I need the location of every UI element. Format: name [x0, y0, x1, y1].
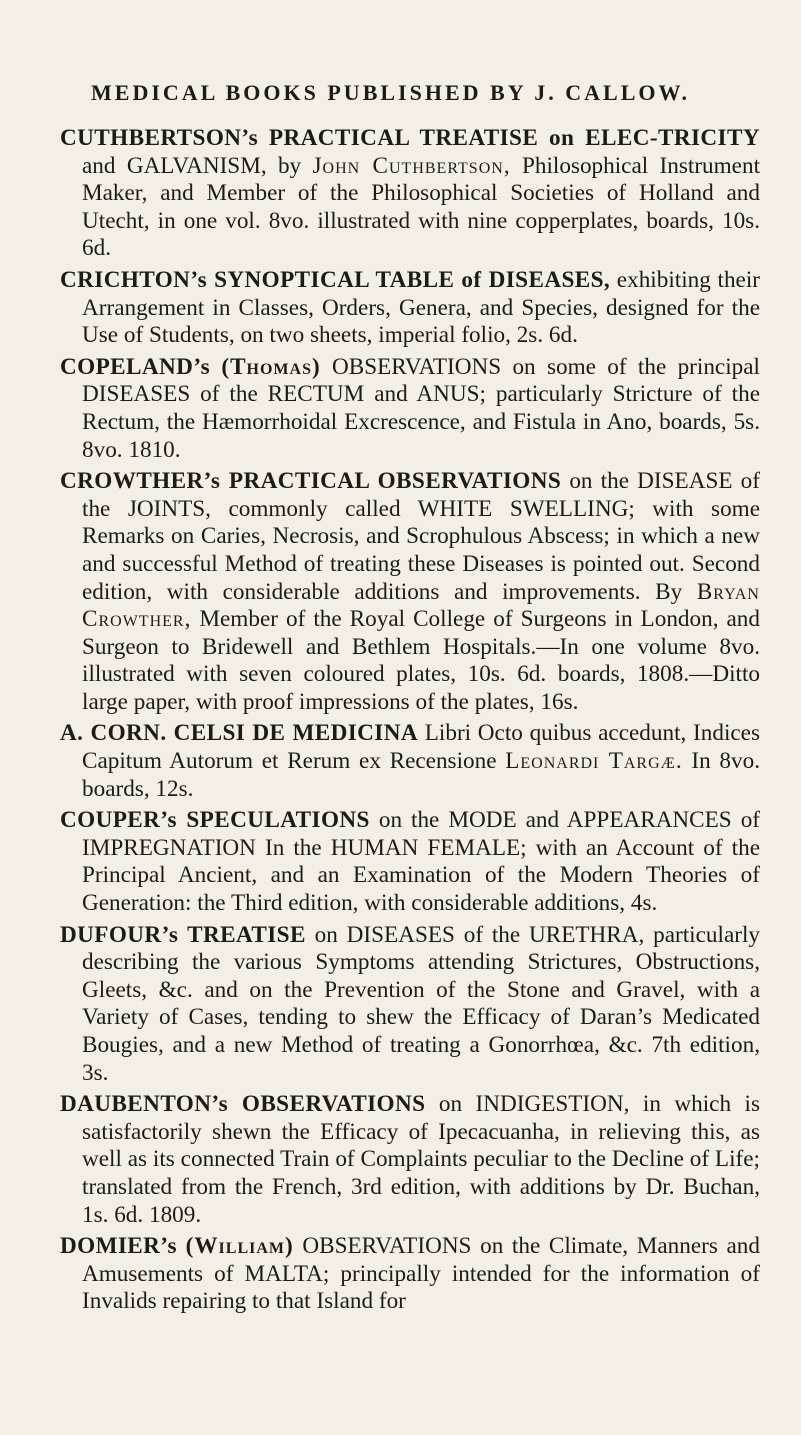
catalogue-entry [60, 354, 760, 464]
entry-text-continued: Member of the Royal College of Surgeons in London, and Surgeon to Bridewell and Bethlem Hospitals.—In one volume 8vo. illustrated with seven coloured plates, 10s. 6d. boards, 1808.—Ditto large paper, with proof impressions of the plates, 16s. [82, 606, 760, 715]
catalogue-entry [60, 922, 760, 1088]
entry-text: exhibiting their Arrangement in Classes, Orders, Genera, and Species, designed for the Use of Students, on two sheets, imperial folio, 2s. 6d. [82, 266, 760, 349]
entry-text: on INDIGESTION, in which is satisfactorily shewn the Efficacy of Ipecacuanha, in relieving this, as well as its connected Train of Complaints peculiar to the Decline of Life; translated from the French, 3rd edition, with additions by Dr. Buchan, 1s. 6d. 1809. [82, 1091, 760, 1228]
catalogue-entry [60, 125, 760, 263]
entry-heading: CUTHBERTSON’s PRACTICAL TREATISE on ELEC-TRICITY [60, 125, 760, 151]
entry-author: Bryan Crowther, [82, 578, 760, 633]
entry-heading: CRICHTON’s SYNOPTICAL TABLE of DISEASES, [60, 266, 611, 293]
catalogue-entry [60, 267, 760, 350]
catalogue-entry [60, 720, 760, 803]
entry-heading: DUFOUR’s TREATISE [60, 921, 306, 948]
entry-heading: CROWTHER’s PRACTICAL OBSERVATIONS [60, 468, 562, 495]
entry-author: John Cuthbertson, [312, 152, 511, 179]
entry-author: (William) [185, 1233, 294, 1260]
entry-text-continued: OBSERVATIONS on the Climate, Manners and Amusements of MALTA; principally intended for the information of Invalids repairing to that Island for [82, 1233, 760, 1315]
catalogue-entry [60, 1233, 760, 1316]
entry-author: (Thomas) [221, 353, 321, 380]
entry-heading: COUPER’s SPECULATIONS [60, 807, 370, 834]
entry-text: and GALVANISM, by [82, 152, 313, 179]
catalogue-entries [60, 125, 760, 1320]
entry-heading: DAUBENTON’s OBSERVATIONS [60, 1091, 426, 1118]
entry-text-continued: OBSERVATIONS on some of the principal DISEASES of the RECTUM and ANUS; particularly Stricture of the Rectum, the Hæmorrhoidal Excrescence, and Fistula in Ano, boards, 5s. 8vo. 1810. [82, 353, 760, 463]
entry-text: on the MODE and APPEARANCES of IMPREGNATION In the HUMAN FEMALE; with an Account of the Principal Ancient, and an Examination of the Modern Theories of Generation: the Third edition, with considerable additions, 4s. [82, 807, 761, 917]
entry-heading: A. CORN. CELSI DE MEDICINA [60, 720, 419, 747]
running-head: MEDICAL BOOKS PUBLISHED BY J. CALLOW. [91, 80, 690, 105]
catalogue-entry [60, 468, 760, 716]
entry-text-continued: Philosophical Instrument Maker, and Member of the Philosophical Societies of Holland and Utecht, in one vol. 8vo. illustrated with nine copperplates, boards, 10s. 6d. [82, 152, 761, 262]
entry-text [177, 1233, 186, 1259]
entry-heading: COPELAND’s [60, 353, 210, 380]
catalogue-entry [60, 807, 760, 917]
entry-text: on the DISEASE of the JOINTS, commonly called WHITE SWELLING; with some Remarks on Caries, Necrosis, and Scrophulous Abscess; in which a new and successful Method of treating these Diseases is pointed out. Second edition, with considerable additions and improvements. By [82, 468, 760, 605]
entry-text: Libri Octo quibus accedunt, Indices Capitum Autorum et Rerum ex Recensione [82, 720, 760, 775]
entry-author: Leonardi Targæ. [505, 748, 683, 775]
entry-heading: DOMIER’s [60, 1233, 177, 1260]
entry-text: on DISEASES of the URETHRA, particularly describing the various Symptoms attending Strictures, Obstructions, Gleets, &c. and on the Prevention of the Stone and Gravel, with a Variety of Cases, tending to shew the Efficacy of Daran’s Medicated Bougies, and a new Method of treating a Gonorrhœa, &c. 7th edition, 3s. [82, 921, 761, 1086]
catalogue-entry [60, 1091, 760, 1229]
entry-text [210, 354, 221, 380]
entry-text-continued: In 8vo. boards, 12s. [82, 748, 760, 802]
